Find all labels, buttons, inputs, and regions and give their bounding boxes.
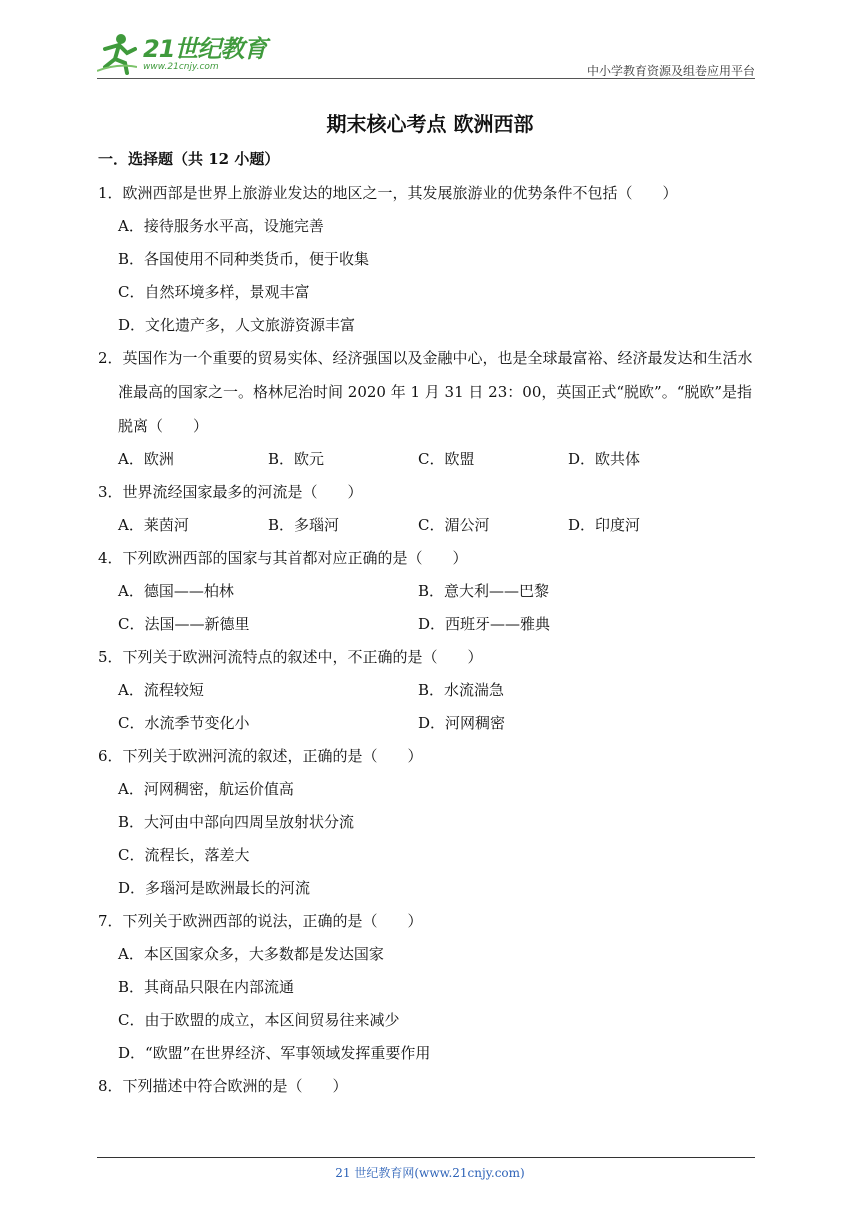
question-4-option-c: C．法国——新德里 (118, 615, 250, 633)
question-2-option-b: B．欧元 (268, 450, 325, 468)
question-3-option-c: C．湄公河 (418, 516, 490, 534)
question-6-option-d: D．多瑙河是欧洲最长的河流 (118, 879, 311, 897)
question-7-option-a: A．本区国家众多，大多数都是发达国家 (118, 945, 384, 963)
header-divider (97, 78, 755, 79)
question-7-option-b: B．其商品只限在内部流通 (118, 978, 295, 996)
logo-title: 21世纪教育 (143, 34, 267, 63)
question-7-option-c: C．由于欧盟的成立，本区间贸易往来减少 (118, 1011, 400, 1029)
question-1-option-b: B．各国使用不同种类货币，便于收集 (118, 250, 370, 268)
question-1-option-d: D．文化遗产多，人文旅游资源丰富 (118, 316, 356, 334)
question-2-stem-line-3: 脱离（ ） (118, 417, 209, 435)
question-3-option-a: A．莱茵河 (118, 516, 189, 534)
question-7-option-d: D．“欧盟”在世界经济、军事领域发挥重要作用 (118, 1044, 431, 1062)
question-4-stem: 4．下列欧洲西部的国家与其首都对应正确的是（ ） (98, 549, 468, 567)
question-2-options (98, 448, 763, 470)
footer-link[interactable]: 21 世纪教育网(www.21cnjy.com) (335, 1166, 525, 1180)
question-2-stem-line-2: 准最高的国家之一。格林尼治时间 2020 年 1 月 31 日 23：00，英国正式“脱欧”。“脱欧”是指 (118, 383, 753, 401)
footer-divider (97, 1157, 755, 1158)
section-heading: 一．选择题（共 12 小题） (98, 150, 280, 168)
question-5-options-row-1 (98, 679, 763, 701)
question-2-option-c: C．欧盟 (418, 450, 475, 468)
question-5-option-b: B．水流湍急 (418, 681, 505, 699)
question-5-options-row-2 (98, 712, 763, 734)
question-7-stem: 7．下列关于欧洲西部的说法，正确的是（ ） (98, 912, 423, 930)
question-6-option-a: A．河网稠密，航运价值高 (118, 780, 294, 798)
question-5-stem: 5．下列关于欧洲河流特点的叙述中，不正确的是（ ） (98, 648, 483, 666)
question-8-stem: 8．下列描述中符合欧洲的是（ ） (98, 1077, 348, 1095)
question-6-stem: 6．下列关于欧洲河流的叙述，正确的是（ ） (98, 747, 423, 765)
question-3-stem: 3．世界流经国家最多的河流是（ ） (98, 483, 363, 501)
question-6-option-b: B．大河由中部向四周呈放射状分流 (118, 813, 355, 831)
site-logo[interactable] (97, 30, 267, 78)
platform-name: 中小学教育资源及组卷应用平台 (586, 64, 755, 78)
question-3-option-b: B．多瑙河 (268, 516, 340, 534)
page-title: 期末核心考点 欧洲西部 (326, 112, 534, 136)
question-1-stem: 1．欧洲西部是世界上旅游业发达的地区之一，其发展旅游业的优势条件不包括（ ） (98, 184, 678, 202)
question-1-option-c: C．自然环境多样，景观丰富 (118, 283, 310, 301)
question-4-options-row-1 (98, 580, 763, 602)
logo-url: www.21cnjy.com (143, 61, 219, 72)
question-4-options-row-2 (98, 613, 763, 635)
question-5-option-a: A．流程较短 (118, 681, 204, 699)
question-6-option-c: C．流程长，落差大 (118, 846, 250, 864)
question-2-option-a: A．欧洲 (118, 450, 174, 468)
question-3-options (98, 514, 763, 536)
question-2-option-d: D．欧共体 (568, 450, 641, 468)
question-4-option-b: B．意大利——巴黎 (418, 582, 550, 600)
question-1-option-a: A．接待服务水平高，设施完善 (118, 217, 324, 235)
question-2-stem-line-1: 2．英国作为一个重要的贸易实体、经济强国以及金融中心，也是全球最富裕、经济最发达和生活水 (98, 349, 753, 367)
runner-logo-icon (97, 33, 137, 75)
question-3-option-d: D．印度河 (568, 516, 641, 534)
page-header (97, 30, 755, 82)
question-4-option-a: A．德国——柏林 (118, 582, 234, 600)
question-5-option-c: C．水流季节变化小 (118, 714, 250, 732)
question-4-option-d: D．西班牙——雅典 (418, 615, 551, 633)
question-content (98, 148, 763, 1108)
question-5-option-d: D．河网稠密 (418, 714, 506, 732)
